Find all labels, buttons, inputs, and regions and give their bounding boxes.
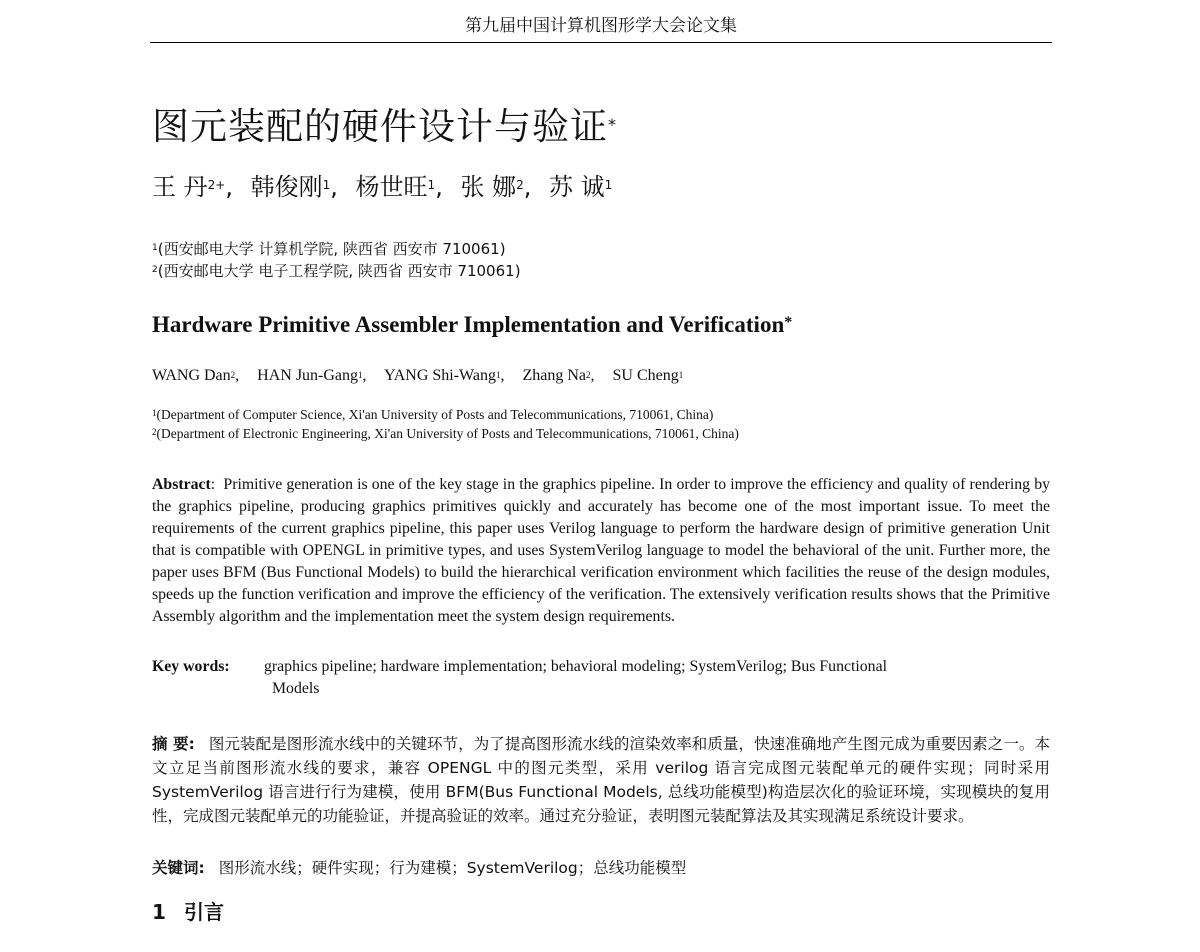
cn-author: 杨世旺$^1$, (355, 173, 443, 201)
section-heading (152, 898, 224, 926)
keywords-en (152, 656, 1050, 700)
en-title-mark: * (784, 314, 793, 331)
cn-author: 王 丹$^{2+}$, (152, 173, 233, 201)
en-author: HAN Jun-Gang$^1$, (257, 367, 367, 384)
keywords-cn-text: 图形流水线；硬件实现；行为建模；SystemVerilog；总线功能模型 (218, 859, 687, 877)
cn-affiliation-1: $^1$(西安邮电大学 计算机学院, 陕西省 西安市 710061) (152, 240, 506, 258)
en-title (152, 308, 792, 342)
section-title: 引言 (184, 900, 224, 924)
keywords-cn (152, 856, 1050, 880)
abstract-cn-text: 图元装配是图形流水线中的关键环节，为了提高图形流水线的渲染效率和质量，快速准确地产生图元成为重要因素之一。本文立足当前图形流水线的要求，兼容 OPENGL 中的图元类型，采用 verilog 语言完成图元装配单元的硬件实现；同时采用 SystemVerilog 语言进行行为建模，使用 BFM(Bus Functional Models, 总线功能模型)构造层次化的验证环境，实现模块的复用性，完成图元装配单元的功能验证，并提高验证的效率。通过充分验证，表明图元装配算法及其实现满足系统设计要求。 (152, 735, 1050, 825)
en-affiliation-2: $^2$(Department of Electronic Engineering, Xi'an University of Posts and Telecommunications, 710061, China) (152, 426, 739, 441)
en-author: SU Cheng$^1$ (612, 367, 684, 384)
cn-affiliation-2: $^2$(西安邮电大学 电子工程学院, 陕西省 西安市 710061) (152, 262, 521, 280)
abstract-cn-label: 摘 要: (152, 735, 195, 753)
cn-title-text: 图元装配的硬件设计与验证 (152, 105, 608, 148)
cn-author: 苏 诚$^1$ (549, 173, 613, 201)
abstract-label: Abstract (152, 476, 211, 493)
keywords-en-line1: graphics pipeline; hardware implementation; behavioral modeling; SystemVerilog; Bus Functional (264, 658, 887, 675)
header-rule (150, 42, 1052, 43)
keywords-cn-label: 关键词: (152, 859, 205, 877)
abstract-text: Primitive generation is one of the key stage in the graphics pipeline. In order to improve the efficiency and quality of rendering by the graphics pipeline, producing graphics primitives quickly and accurately has become one of the most important issue. To meet the requirements of the current graphics pipeline, this paper uses Verilog language to perform the hardware design of primitive generation Unit that is compatible with OPENGL in primitive types, and uses SystemVerilog language to model the behavioral of the unit. Further more, the paper uses BFM (Bus Functional Models) to build the hierarchical verification environment which facilities the reuse of the design modules, speeds up the function verification and improve the efficiency of the verification. The extensively verification results shows that the Primitive Assembly algorithm and the implementation meet the system design requirements. (152, 476, 1050, 625)
en-author: WANG Dan$^2$, (152, 367, 240, 384)
cn-affiliations (152, 238, 521, 282)
cn-title (152, 104, 617, 150)
abstract-en: Abstract: Primitive generation is one of the key stage in the graphics pipeline. In order to improve the efficiency and quality of rendering by the graphics pipeline, producing graphics primitives quickly and accurately has become one of the most important issue. To meet the requirements of the current graphics pipeline, this paper uses Verilog language to perform the hardware design of primitive generation Unit that is compatible with OPENGL in primitive types, and uses SystemVerilog language to model the behavioral of the unit. Further more, the paper uses BFM (Bus Functional Models) to build the hierarchical verification environment which facilities the reuse of the design modules, speeds up the function verification and improve the efficiency of the verification. The extensively verification results shows that the Primitive Assembly algorithm and the implementation meet the system design requirements. (152, 476, 1050, 625)
cn-author: 韩俊刚$^1$, (250, 173, 338, 201)
en-author: YANG Shi-Wang$^1$, (383, 367, 505, 384)
section-number: 1 (152, 900, 166, 924)
cn-authors (152, 170, 622, 204)
en-affiliations (152, 405, 739, 443)
cn-author: 张 娜$^2$, (460, 173, 532, 201)
en-title-text: Hardware Primitive Assembler Implementation and Verification (152, 312, 785, 337)
en-author: Zhang Na$^2$, (522, 367, 595, 384)
running-header: 第九届中国计算机图形学大会论文集 (465, 16, 737, 36)
keywords-en-line2: Models (272, 680, 320, 697)
abstract-cn (152, 732, 1050, 828)
en-authors (152, 365, 697, 387)
cn-title-mark: * (608, 115, 617, 134)
en-affiliation-1: $^1$(Department of Computer Science, Xi'an University of Posts and Telecommunications, 710061, China) (152, 407, 714, 422)
keywords-en-label: Key words: (152, 658, 230, 675)
